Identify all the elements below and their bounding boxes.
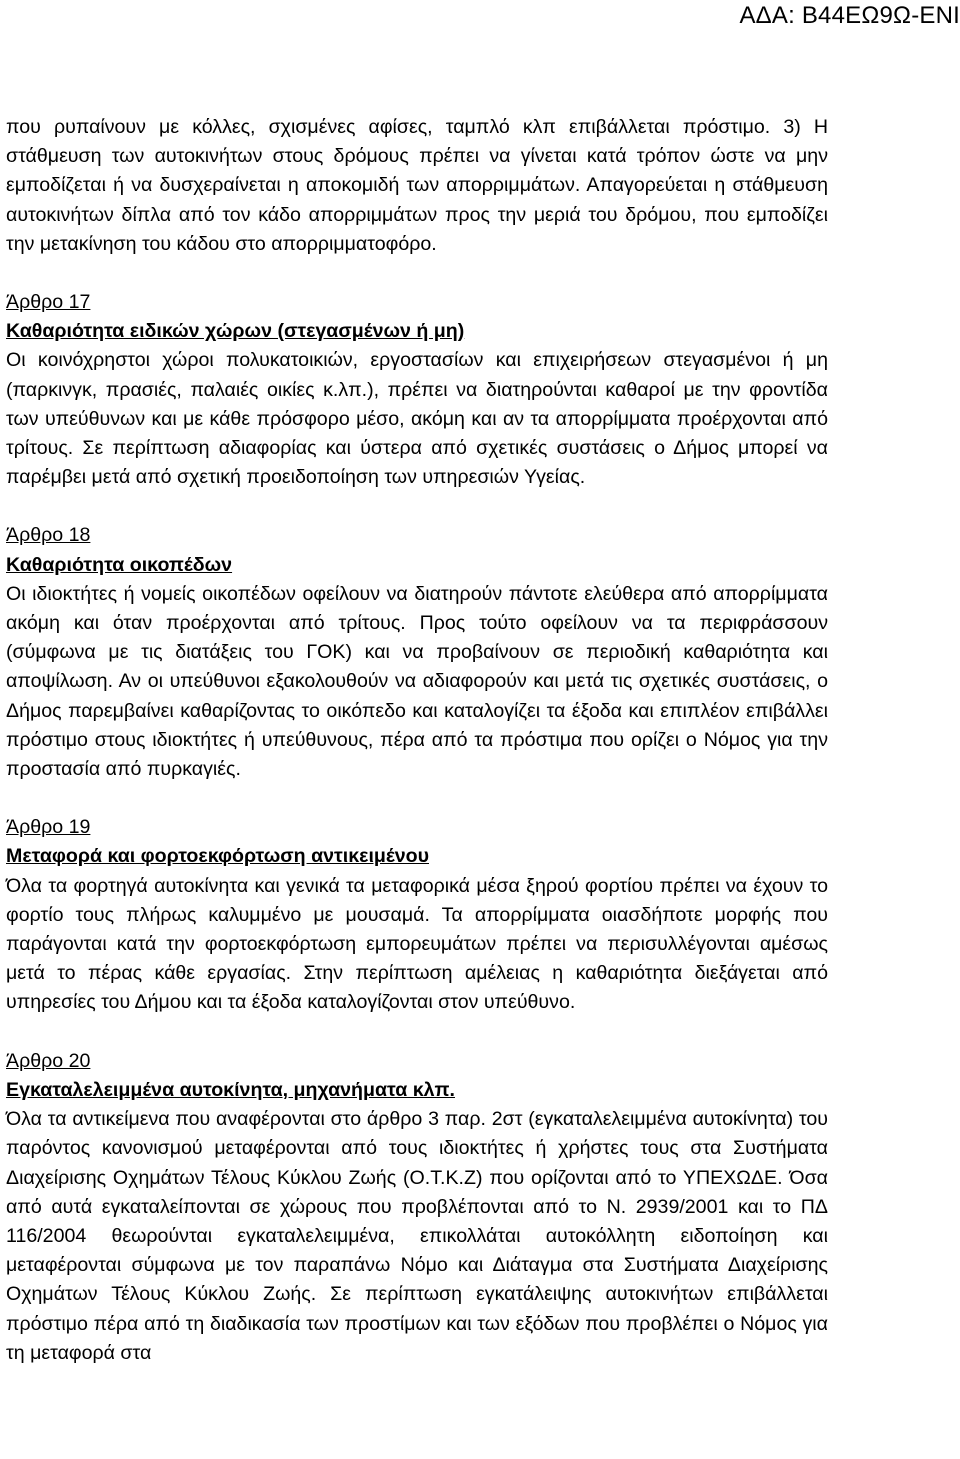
- article-title: Καθαριότητα οικοπέδων: [6, 553, 233, 576]
- article-number: Άρθρο 19: [6, 816, 91, 839]
- article-18: [6, 521, 828, 784]
- intro-paragraph: που ρυπαίνουν με κόλλες, σχισμένες αφίσες, ταμπλό κλπ επιβάλλεται πρόστιμο. 3) Η στάθμευση των αυτοκινήτων στους δρόμους πρέπει να γίνεται κατά τρόπον ώστε να μην εμποδίζεται ή να δυσχεραίνεται η αποκομιδή των απορριμμάτων. Απαγορεύεται η στάθμευση αυτοκινήτων δίπλα από τον κάδο απορριμμάτων προς την μεριά του δρόμου, που εμποδίζει την μετακίνηση του κάδου στο απορριμματοφόρο.: [6, 116, 828, 255]
- article-number: Άρθρο 20: [6, 1049, 91, 1072]
- article-number: Άρθρο 18: [6, 524, 91, 547]
- article-17: [6, 288, 828, 492]
- article-title: Μεταφορά και φορτοεκφόρτωση αντικειμένου: [6, 845, 429, 868]
- article-title: Καθαριότητα ειδικών χώρων (στεγασμένων ή μη): [6, 320, 465, 343]
- article-19: [6, 813, 828, 1017]
- ada-code-header: ΑΔΑ: Β44ΕΩ9Ω-ΕΝΙ: [739, 2, 960, 29]
- article-text: Όλα τα αντικείμενα που αναφέρονται στο άρθρο 3 παρ. 2στ (εγκαταλελειμμένα αυτοκίνητα) του παρόντος κανονισμού μεταφέρονται από τους ιδιοκτήτες ή χρήστες τους στα Συστήματα Διαχείρισης Οχημάτων Τέλους Κύκλου Ζωής (Ο.Τ.Κ.Ζ) που ορίζονται από το ΥΠΕΧΩΔΕ. Όσα από αυτά εγκαταλείπονται σε χώρους που προβλέπονται από το Ν. 2939/2001 και το ΠΔ 116/2004 θεωρούνται εγκαταλελειμμένα, επικολλάται αυτοκόλλητη ειδοποίηση και μεταφέρονται σύμφωνα με τον παραπάνω Νόμο και Διάταγμα στα Συστήματα Διαχείρισης Οχημάτων Τέλους Κύκλου Ζωής. Σε περίπτωση εγκατάλειψης αυτοκινήτων επιβάλλεται πρόστιμο πέρα από τη διαδικασία των προστίμων και των εξόδων που προβλέπει ο Νόμος για τη μεταφορά στα: [6, 1108, 828, 1364]
- article-text: Οι κοινόχρηστοι χώροι πολυκατοικιών, εργοστασίων και επιχειρήσεων στεγασμένοι ή μη (παρκινγκ, πρασιές, παλαιές οικίες κ.λπ.), πρέπει να διατηρούνται καθαροί με την φροντίδα των υπεύθυνων και με κάθε πρόσφορο μέσο, ακόμη και αν τα απορρίμματα προέρχονται από τρίτους. Σε περίπτωση αδιαφορίας και ύστερα από σχετικές συστάσεις ο Δήμος μπορεί να παρέμβει μετά από σχετική προειδοποίηση των υπηρεσιών Υγείας.: [6, 349, 828, 489]
- article-text: Οι ιδιοκτήτες ή νομείς οικοπέδων οφείλουν να διατηρούν πάντοτε ελεύθερα από απορρίμματα ακόμη και όταν προέρχονται από τρίτους. Προς τούτο οφείλουν να τα περιφράσσουν (σύμφωνα με τις διατάξεις του ΓΟΚ) και να προβαίνουν σε περιοδική καθαριότητα και αποψίλωση. Αν οι υπεύθυνοι εξακολουθούν να αδιαφορούν και μετά τις σχετικές συστάσεις, ο Δήμος παρεμβαίνει καθαρίζοντας το οικόπεδο και καταλογίζει τα έξοδα και επιπλέον επιβάλλει πρόστιμο στους ιδιοκτήτες ή υπεύθυνους, πέρα από τα πρόστιμα που ορίζει ο Νόμος για την προστασία από πυρκαγιές.: [6, 582, 828, 781]
- article-number: Άρθρο 17: [6, 291, 91, 314]
- article-title: Εγκαταλελειμμένα αυτοκίνητα, μηχανήματα κλπ.: [6, 1078, 455, 1101]
- article-20: [6, 1047, 828, 1368]
- article-text: Όλα τα φορτηγά αυτοκίνητα και γενικά τα μεταφορικά μέσα ξηρού φορτίου πρέπει να έχουν το φορτίο τους πλήρως καλυμμένο με μουσαμά. Τα απορρίμματα οιασδήποτε μορφής που παράγονται κατά την φορτοεκφόρτωση εμπορευμάτων πρέπει να περισυλλέγονται αμέσως μετά το πέρας κάθε εργασίας. Στην περίπτωση αμέλειας η καθαριότητα διεξάγεται από υπηρεσίες του Δήμου και τα έξοδα καταλογίζονται στον υπεύθυνο.: [6, 874, 828, 1014]
- document-body: [6, 113, 828, 1368]
